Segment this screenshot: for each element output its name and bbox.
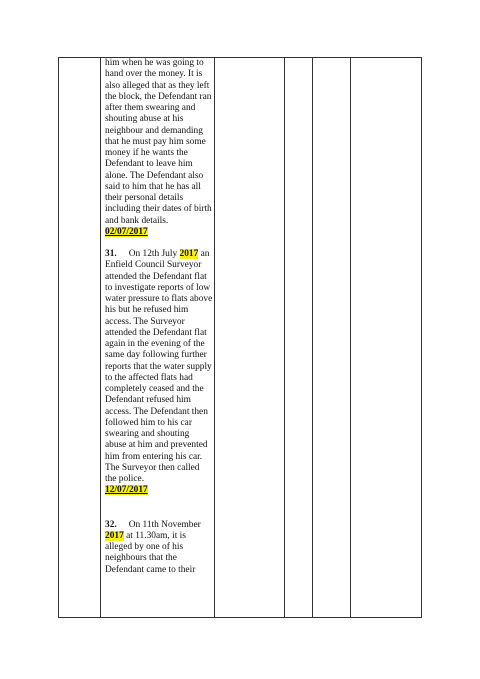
paragraph-30-date: 02/07/2017 [105, 226, 148, 237]
paragraph-31-text: an Enfield Council Surveyor attended the Defendant flat to investigate reports of low water pressure to flats above his but he refused him access. The Surveyor attended the Defendant flat again in the evening of the same day following further reports that the water supply to the affected flats had completely ceased and the Defendant refused him access. The Defendant then followed him to his car swearing and shouting abuse at him and prevented him from entering his car. The Surveyor then called the police. [105, 249, 213, 484]
column-divider [214, 57, 215, 618]
paragraph-32-number: 32. [105, 519, 117, 530]
column-divider [350, 57, 351, 618]
paragraph-31 [105, 249, 213, 497]
paragraph-31-date: 12/07/2017 [105, 485, 148, 496]
paragraph-32 [105, 520, 213, 576]
paragraph-32-lead: On 11th November [128, 519, 201, 530]
paragraph-32-year: 2017 [105, 530, 124, 541]
paragraph-31-number: 31. [105, 249, 117, 259]
paragraph-30-continued [105, 58, 213, 238]
column-divider [100, 57, 101, 618]
column-divider [312, 57, 313, 618]
column-divider [284, 57, 285, 618]
paragraph-32-text: at 11.30am, it is alleged by one of his neighbours that the Defendant came to their [105, 530, 196, 575]
paragraph-31-year: 2017 [179, 249, 199, 259]
paragraph-30-text: him when he was going to hand over the money. It is also alleged that as they left the block, the Defendant ran after them swearing and shouting abuse at his neighbour and demanding that he must pay him some money if he wants the Defendant to leave him alone. The Defendant also said to him that he has all their personal details including their dates of birth and bank details. [105, 58, 212, 226]
paragraph-31-lead: On 12th July [128, 249, 178, 259]
table-cell-text [105, 58, 213, 576]
